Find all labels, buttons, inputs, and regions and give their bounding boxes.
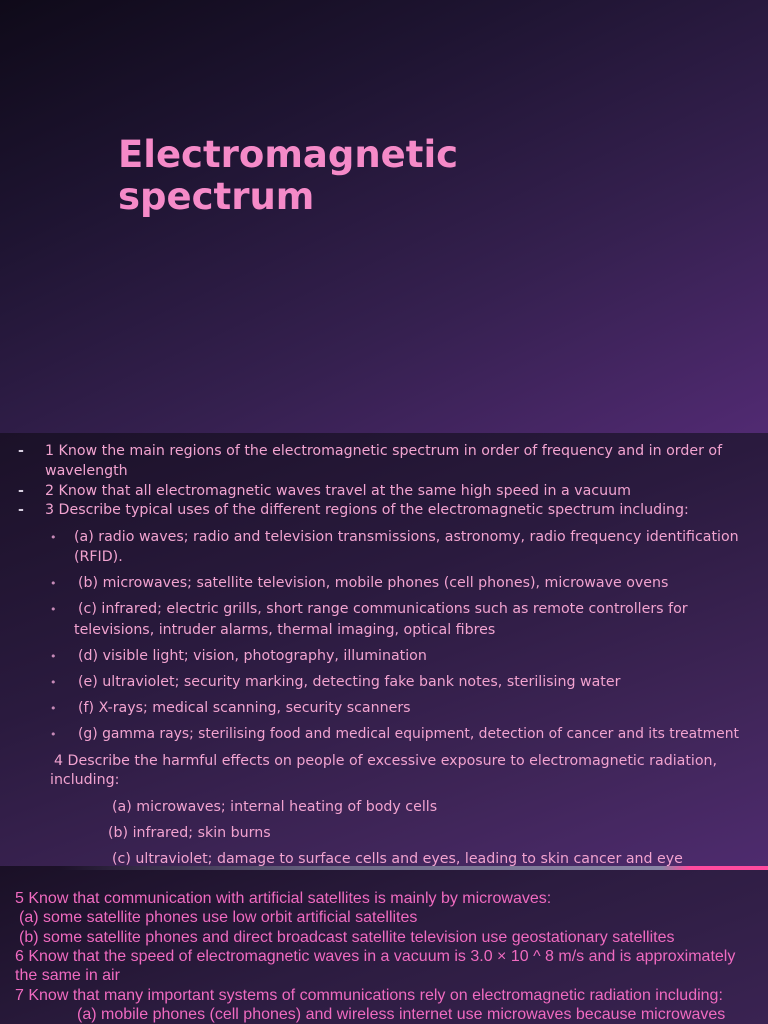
list-item: 3 Describe typical uses of the different regions of the electromagnetic spectrum including:: [45, 502, 689, 518]
bullet-dot-icon: •: [50, 603, 57, 616]
list-item: televisions, intruder alarms, thermal imaging, optical fibres: [74, 622, 496, 638]
text-line: 6 Know that the speed of electromagnetic waves in a vacuum is 3.0 × 10 ^ 8 m/s and is approximately: [15, 948, 736, 965]
list-item: including:: [50, 772, 120, 788]
list-item: (RFID).: [74, 549, 123, 565]
list-item: (e) ultraviolet; security marking, detecting fake bank notes, sterilising water: [78, 674, 621, 690]
bullet-dot-icon: •: [50, 676, 57, 689]
content-slide: [0, 433, 768, 866]
title-slide: [0, 0, 768, 433]
accent-divider: [60, 866, 768, 870]
continued-slide: [0, 866, 768, 1024]
title-line-1: Electromagnetic: [118, 133, 459, 176]
title-line-2: spectrum: [118, 175, 315, 218]
text-line: (a) mobile phones (cell phones) and wireless internet use microwaves because microwaves: [77, 1006, 726, 1023]
text-line: 7 Know that many important systems of communications rely on electromagnetic radiation including:: [15, 987, 723, 1004]
bullet-dash-icon: -: [18, 443, 24, 459]
list-item: (d) visible light; vision, photography, illumination: [78, 648, 427, 664]
list-item: (a) microwaves; internal heating of body cells: [112, 799, 438, 815]
list-item: (c) ultraviolet; damage to surface cells and eyes, leading to skin cancer and eye: [112, 851, 683, 866]
list-item: (f) X-rays; medical scanning, security scanners: [78, 700, 411, 716]
bullet-dot-icon: •: [50, 728, 57, 741]
list-item: (b) microwaves; satellite television, mobile phones (cell phones), microwave ovens: [78, 575, 669, 591]
list-item: (b) infrared; skin burns: [108, 825, 271, 841]
bullet-dash-icon: -: [18, 483, 24, 499]
text-line: 5 Know that communication with artificial satellites is mainly by microwaves:: [15, 890, 552, 907]
text-line: (a) some satellite phones use low orbit artificial satellites: [19, 909, 418, 926]
list-item: 2 Know that all electromagnetic waves travel at the same high speed in a vacuum: [45, 483, 631, 499]
bullet-dot-icon: •: [50, 702, 57, 715]
list-item: wavelength: [45, 463, 128, 479]
list-item: 1 Know the main regions of the electromagnetic spectrum in order of frequency and in order of: [45, 443, 723, 459]
bullet-dot-icon: •: [50, 577, 57, 590]
list-item: 4 Describe the harmful effects on people of excessive exposure to electromagnetic radiation,: [54, 753, 718, 769]
text-line: the same in air: [15, 967, 120, 984]
list-item: (a) radio waves; radio and television transmissions, astronomy, radio frequency identification: [74, 529, 739, 545]
bullet-dot-icon: •: [50, 531, 57, 544]
bullet-dash-icon: -: [18, 502, 24, 518]
text-line: (b) some satellite phones and direct broadcast satellite television use geostationary satellites: [19, 929, 675, 946]
list-item: (c) infrared; electric grills, short range communications such as remote controllers for: [78, 601, 688, 617]
slide-title: [118, 134, 458, 218]
bullet-dot-icon: •: [50, 650, 57, 663]
list-item: (g) gamma rays; sterilising food and medical equipment, detection of cancer and its treatment: [78, 726, 739, 742]
